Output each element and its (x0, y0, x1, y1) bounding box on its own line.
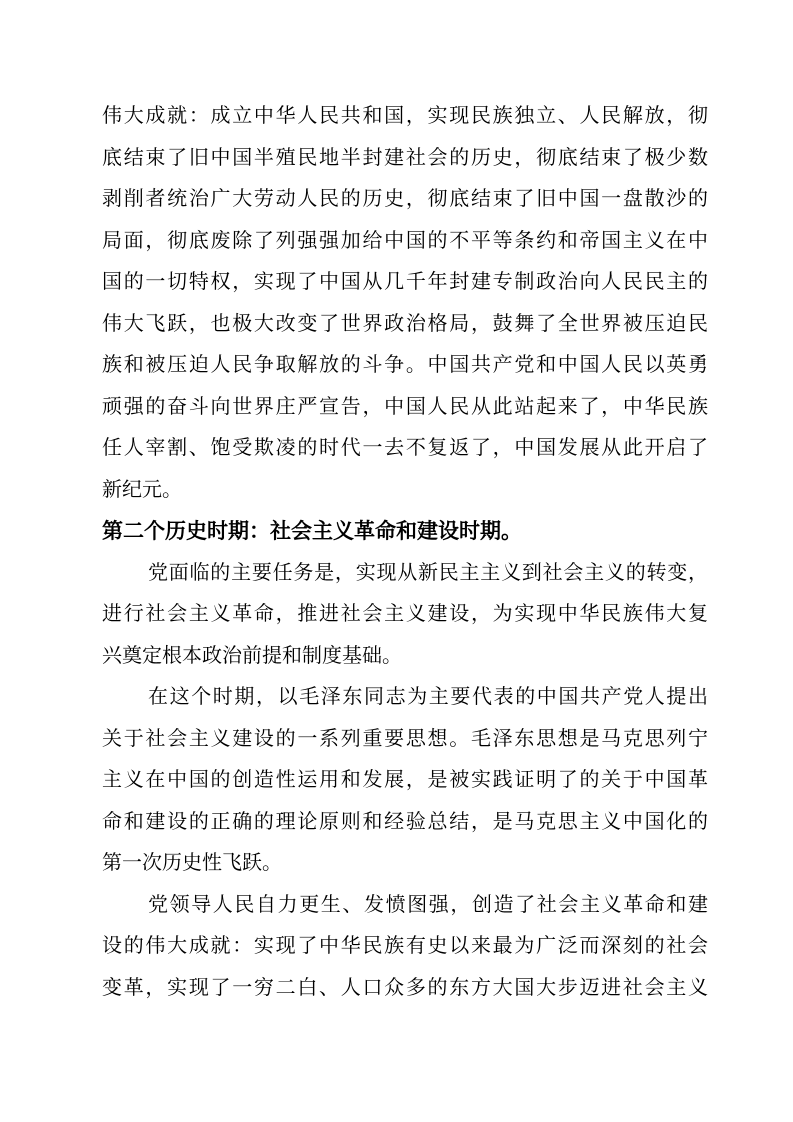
text-line: 局面，彻底废除了列强强加给中国的不平等条约和帝国主义在中 (102, 229, 708, 252)
text-line: 剥削者统治广大劳动人民的历史，彻底结束了旧中国一盘散沙的 (102, 188, 708, 210)
document-text-block (102, 96, 708, 1009)
text-line: 伟大成就：成立中华人民共和国，实现民族独立、人民解放，彻 (102, 105, 708, 127)
text-line: 兴奠定根本政治前提和制度基础。 (102, 644, 402, 667)
heading-line: 第二个历史时期：社会主义革命和建设时期。 (102, 519, 522, 543)
text-line: 顽强的奋斗向世界庄严宣告，中国人民从此站起来了，中华民族 (102, 395, 708, 418)
body-paragraph (102, 677, 708, 885)
text-line: 底结束了旧中国半殖民地半封建社会的历史，彻底结束了极少数 (102, 146, 708, 169)
text-line: 国的一切特权，实现了中国从几千年封建专制政治向人民民主的 (102, 271, 708, 293)
text-line: 第一次历史性飞跃。 (102, 852, 282, 874)
text-line: 任人宰割、饱受欺凌的时代一去不复返了，中国发展从此开启了 (102, 437, 708, 459)
text-line: 在这个时期，以毛泽东同志为主要代表的中国共产党人提出 (148, 686, 708, 708)
section-heading (102, 511, 708, 553)
body-paragraph (102, 885, 708, 1010)
text-line: 关于社会主义建设的一系列重要思想。毛泽东思想是马克思列宁 (102, 727, 708, 750)
text-line: 主义在中国的创造性运用和发展，是被实践证明了的关于中国革 (102, 769, 708, 791)
text-line: 进行社会主义革命，推进社会主义建设，为实现中华民族伟大复 (102, 603, 708, 625)
text-line: 党领导人民自力更生、发愤图强，创造了社会主义革命和建 (148, 893, 708, 916)
text-line: 设的伟大成就：实现了中华民族有史以来最为广泛而深刻的社会 (102, 935, 708, 957)
text-line: 伟大飞跃，也极大改变了世界政治格局，鼓舞了全世界被压迫民 (102, 312, 708, 335)
text-line: 变革，实现了一穷二白、人口众多的东方大国大步迈进社会主义 (102, 976, 708, 999)
body-paragraph (102, 553, 708, 678)
body-paragraph (102, 96, 708, 511)
text-line: 族和被压迫人民争取解放的斗争。中国共产党和中国人民以英勇 (102, 354, 708, 376)
text-line: 命和建设的正确的理论原则和经验总结，是马克思主义中国化的 (102, 810, 708, 833)
text-line: 新纪元。 (102, 478, 182, 501)
text-line: 党面临的主要任务是，实现从新民主主义到社会主义的转变， (148, 561, 708, 584)
